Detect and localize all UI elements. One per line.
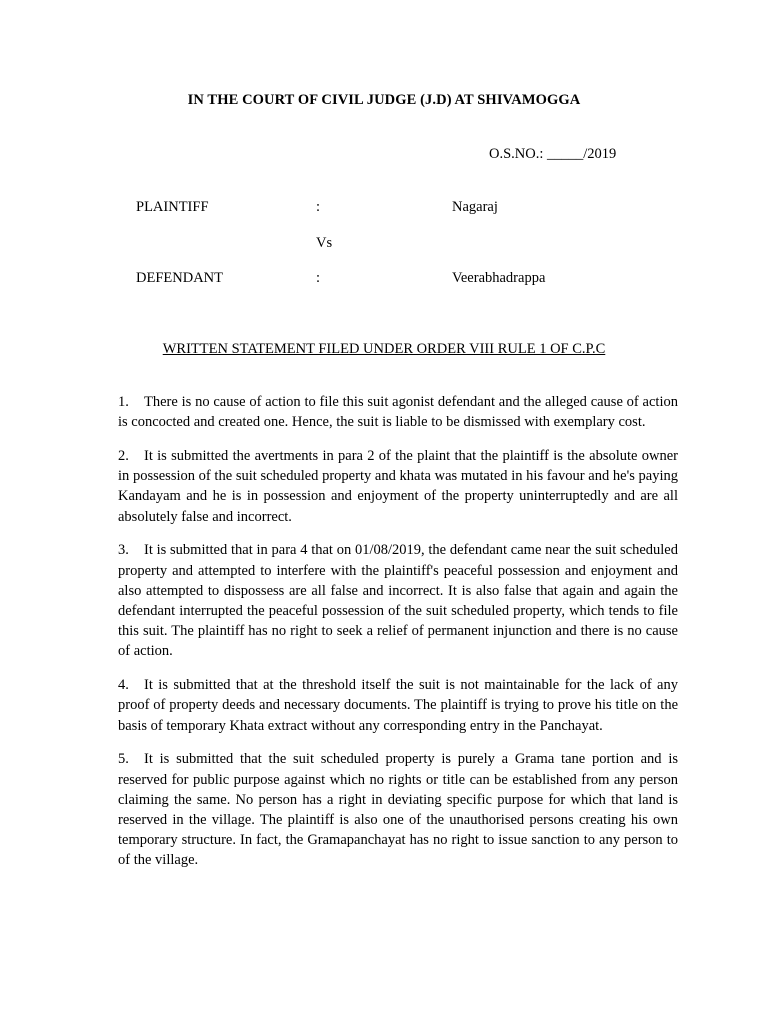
- statement-paragraphs: [118, 392, 678, 884]
- paragraph-number: 1.: [118, 394, 129, 410]
- versus-label: Vs: [316, 235, 333, 251]
- case-number: O.S.NO.: _____/2019: [489, 146, 617, 162]
- defendant-name: Veerabhadrappa: [452, 270, 546, 286]
- statement-paragraph: [118, 749, 678, 870]
- paragraph-number: 5.: [118, 751, 129, 768]
- paragraph-text: It is submitted that the suit scheduled property is purely a Grama tane portion and is reserved for public purpose against which no rights or title can be established from any person claiming the same. No person has a right in deviating specific purpose for which that land is reserved in the village. The plaintiff is also one of the unauthorised persons creating his own temporary structure. In fact, the Gramapanchayat has no right to issue sanction to any person to of the village.: [118, 751, 678, 869]
- statement-paragraph: [118, 446, 678, 527]
- defendant-label: DEFENDANT: [136, 270, 223, 286]
- paragraph-text: There is no cause of action to file this suit agonist defendant and the alleged cause of action is concocted and created one. Hence, the suit is liable to be dismissed with exemplary cost.: [118, 394, 678, 431]
- paragraph-text: It is submitted that at the threshold itself the suit is not maintainable for the lack of any proof of property deeds and necessary documents. The plaintiff is trying to prove his title on the basis of temporary Khata extract without any corresponding entry in the Panchayat.: [118, 677, 678, 734]
- paragraph-number: 4.: [118, 677, 129, 694]
- plaintiff-name: Nagaraj: [452, 199, 498, 215]
- paragraph-text: It is submitted the avertments in para 2 of the plaint that the plaintiff is the absolute owner in possession of the suit scheduled property and khata was mutated in his favour and he's paying Kandayam and he is in possession and enjoyment of the property uninterruptedly and are all absolutely false and incorrect.: [118, 448, 678, 525]
- defendant-separator: :: [316, 270, 321, 286]
- plaintiff-separator: :: [316, 199, 321, 215]
- statement-paragraph: [118, 392, 678, 432]
- statement-paragraph: [118, 540, 678, 661]
- paragraph-text: It is submitted that in para 4 that on 01/08/2019, the defendant came near the suit scheduled property and attempted to interfere with the plaintiff's peaceful possession and enjoyment and also attempted to dispossess are all false and incorrect. It is also false that again and again the defendant interrupted the peaceful possession of the suit scheduled property, which tends to file this suit. The plaintiff has no right to seek a relief of permanent injunction and there is no cause of action.: [118, 542, 678, 660]
- court-title: IN THE COURT OF CIVIL JUDGE (J.D) AT SHIVAMOGGA: [187, 92, 581, 108]
- paragraph-number: 3.: [118, 542, 129, 559]
- paragraph-number: 2.: [118, 448, 129, 464]
- plaintiff-label: PLAINTIFF: [136, 199, 209, 215]
- statement-paragraph: [118, 675, 678, 736]
- written-statement-heading: WRITTEN STATEMENT FILED UNDER ORDER VIII RULE 1 OF C.P.C: [162, 341, 606, 357]
